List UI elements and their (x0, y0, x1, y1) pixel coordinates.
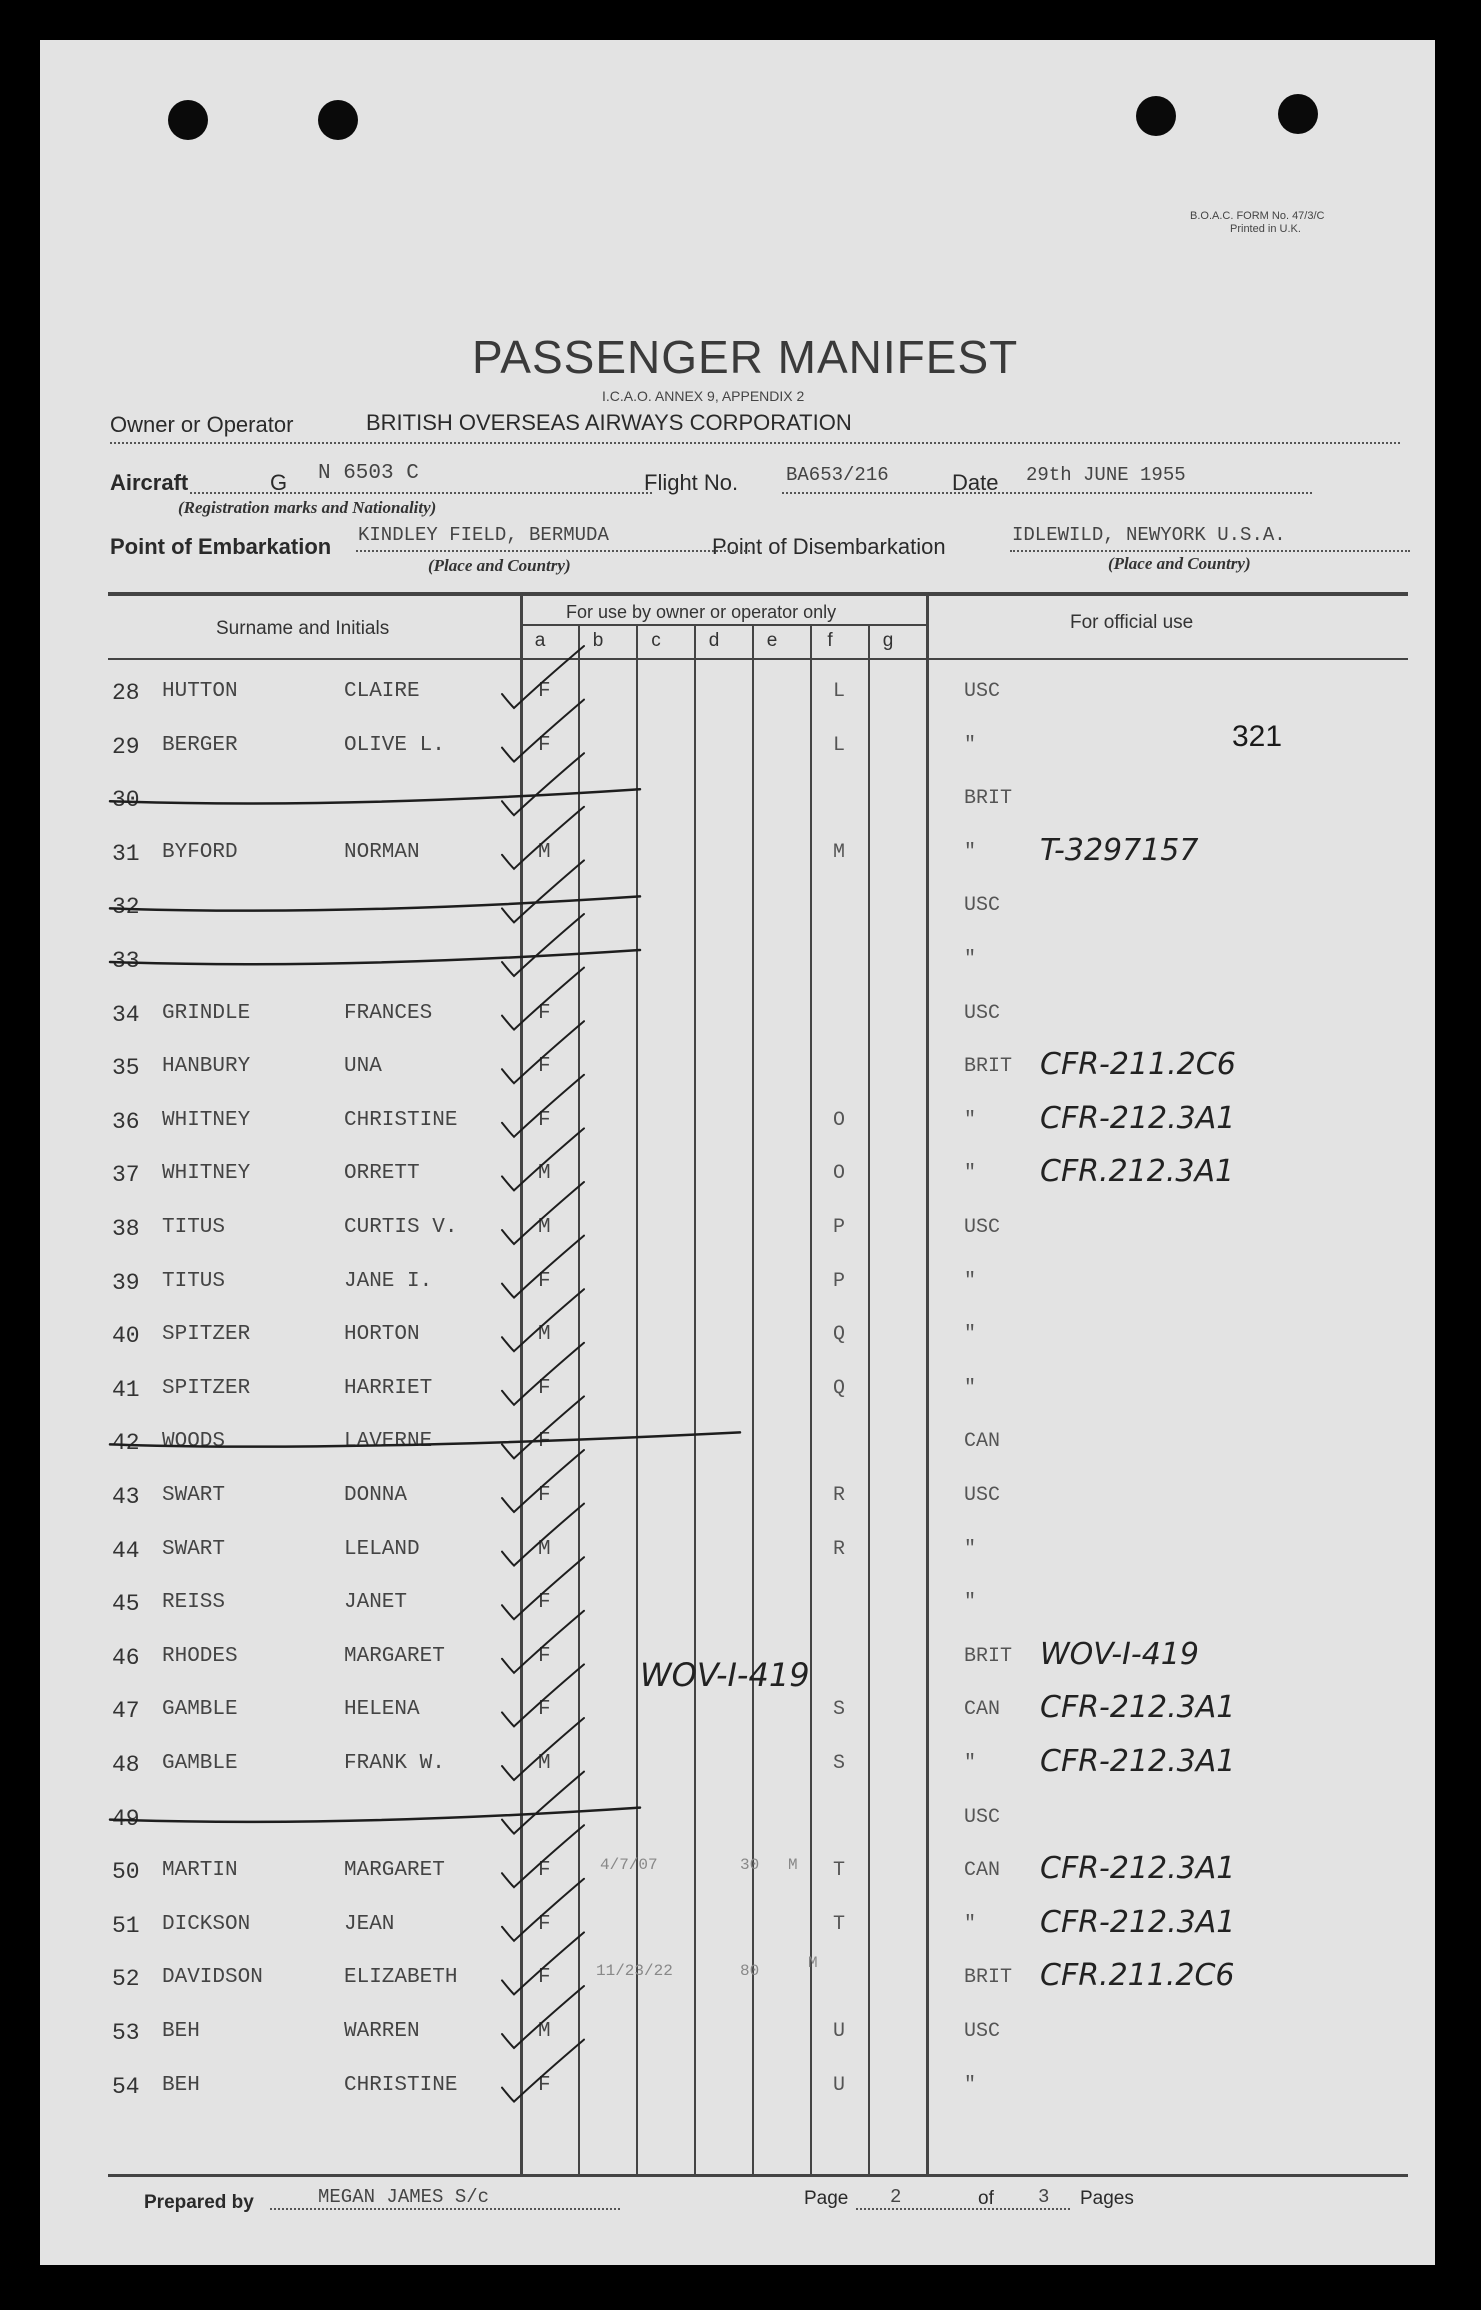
nationality-cell: USC (964, 1484, 1001, 1507)
nationality-cell: USC (964, 1001, 1001, 1025)
col-f-cell: L (833, 680, 846, 703)
page-subtitle: I.C.A.O. ANNEX 9, APPENDIX 2 (602, 388, 805, 404)
page-title: PASSENGER MANIFEST (472, 331, 1019, 383)
official-use-cell: CFR-212.3A1 (1040, 1100, 1236, 1136)
nationality-cell: BRIT (964, 1055, 1013, 1079)
row52-b: 11/23/22 (596, 1962, 673, 1980)
check-mark (502, 646, 584, 708)
col-g-header: g (882, 630, 894, 651)
nationality-cell: " (964, 1752, 977, 1775)
initials-cell: UNA (344, 1055, 382, 1079)
nationality-cell: CAN (964, 1698, 1001, 1722)
nationality-cell: " (964, 1323, 977, 1347)
nationality-cell: CAN (964, 1859, 1001, 1883)
surname-cell: WHITNEY (162, 1162, 251, 1186)
sex-cell: F (538, 1966, 551, 1990)
initials-cell: CHRISTINE (344, 1108, 458, 1132)
page-label: Page (804, 2188, 849, 2209)
flight-label: Flight No. (644, 470, 739, 495)
embarkation-value: KINDLEY FIELD, BERMUDA (358, 524, 609, 546)
surname-cell: SPITZER (162, 1376, 251, 1400)
surname-cell: BERGER (162, 733, 238, 757)
surname-cell: HANBURY (162, 1055, 251, 1079)
sex-cell: F (538, 1055, 551, 1079)
row-number: 36 (112, 1108, 140, 1135)
initials-cell: DONNA (344, 1484, 408, 1507)
manifest-sheet (40, 40, 1435, 2265)
embarkation-note: (Place and Country) (428, 556, 571, 575)
sex-cell: M (538, 1752, 551, 1775)
row-number: 30 (112, 787, 140, 814)
row-number: 46 (112, 1644, 140, 1671)
col-f-cell: Q (833, 1376, 846, 1400)
sex-cell: F (538, 1269, 551, 1293)
col-e-header: e (766, 630, 778, 651)
nationality-cell: CAN (964, 1430, 1001, 1454)
sex-cell: F (538, 1001, 551, 1025)
surname-cell: SPITZER (162, 1323, 251, 1347)
col-f-cell: O (833, 1108, 846, 1132)
initials-cell: CLAIRE (344, 680, 420, 703)
owner-use-header: For use by owner or operator only (566, 602, 837, 622)
date-value: 29th JUNE 1955 (1026, 464, 1186, 486)
strike-through-line (110, 789, 640, 803)
initials-cell: NORMAN (344, 840, 420, 864)
sex-cell: F (538, 1376, 551, 1400)
initials-cell: OLIVE L. (344, 733, 445, 757)
row50-b: 4/7/07 (600, 1856, 658, 1874)
official-header: For official use (1070, 612, 1194, 633)
surname-cell: BEH (162, 2073, 200, 2097)
nationality-cell: BRIT (964, 787, 1013, 811)
nationality-cell: " (964, 948, 977, 971)
col-f-cell: S (833, 1698, 846, 1722)
official-use-cell: CFR-211.2C6 (1040, 1047, 1236, 1083)
col-f-cell: T (833, 1859, 846, 1883)
nationality-cell: " (964, 1108, 977, 1132)
nationality-cell: BRIT (964, 1644, 1013, 1668)
row-number: 32 (112, 894, 140, 921)
initials-cell: MARGARET (344, 1644, 445, 1668)
nationality-cell: " (964, 1269, 977, 1293)
initials-cell: LAVERNE (344, 1430, 433, 1454)
nationality-cell: " (964, 2073, 977, 2097)
initials-cell: ORRETT (344, 1162, 420, 1186)
nationality-cell: USC (964, 1805, 1001, 1829)
printed-in: Printed in U.K. (1230, 223, 1301, 235)
official-use-cell: CFR.211.2C6 (1040, 1958, 1235, 1994)
sex-cell: M (538, 2020, 551, 2043)
row-number: 41 (112, 1376, 140, 1403)
row-number: 37 (112, 1162, 140, 1189)
flight-value: BA653/216 (786, 464, 889, 486)
row-number: 48 (112, 1752, 140, 1778)
row-number: 52 (112, 1966, 140, 1993)
initials-cell: FRANCES (344, 1001, 433, 1025)
nationality-cell: " (964, 733, 977, 757)
surname-cell: TITUS (162, 1216, 226, 1239)
sex-cell: F (538, 1644, 551, 1668)
row-number: 38 (112, 1216, 140, 1242)
row-number: 39 (112, 1269, 140, 1296)
nationality-cell: USC (964, 1216, 1001, 1239)
owner-label: Owner or Operator (110, 412, 294, 437)
strike-through-line (110, 950, 640, 964)
row-number: 29 (112, 733, 140, 760)
initials-cell: CHRISTINE (344, 2073, 458, 2097)
surname-cell: SWART (162, 1484, 226, 1507)
surname-cell: HUTTON (162, 680, 238, 703)
sex-cell: F (538, 1430, 551, 1454)
official-use-cell: T-3297157 (1040, 832, 1199, 868)
col-f-cell: Q (833, 1323, 846, 1347)
sex-cell: F (538, 1698, 551, 1722)
row-number: 51 (112, 1912, 140, 1939)
official-use-cell: CFR-212.3A1 (1040, 1851, 1236, 1887)
strike-through-line (110, 1808, 640, 1822)
row-number: 40 (112, 1323, 140, 1350)
row-number: 45 (112, 1591, 140, 1618)
col-f-cell: O (833, 1162, 846, 1186)
surname-cell: GRINDLE (162, 1001, 251, 1025)
official-use-cell: CFR-212.3A1 (1040, 1744, 1236, 1779)
initials-cell: FRANK W. (344, 1752, 445, 1775)
sex-cell: F (538, 1591, 551, 1615)
owner-value: BRITISH OVERSEAS AIRWAYS CORPORATION (366, 410, 852, 435)
aircraft-value: N 6503 C (318, 462, 419, 485)
embarkation-label: Point of Embarkation (110, 534, 332, 559)
nationality-cell: USC (964, 680, 1001, 703)
official-use-cell: WOV-I-419 (1040, 1636, 1199, 1672)
col-f-cell: P (833, 1216, 846, 1239)
row-number: 43 (112, 1484, 140, 1510)
sex-cell: F (538, 680, 551, 703)
initials-cell: HARRIET (344, 1376, 433, 1400)
surname-cell: MARTIN (162, 1859, 238, 1883)
col-b-header: b (592, 630, 604, 651)
surname-cell: GAMBLE (162, 1752, 238, 1775)
sex-cell: F (538, 1859, 551, 1883)
row-number: 34 (112, 1001, 140, 1028)
initials-cell: HORTON (344, 1323, 420, 1347)
col-f-cell: U (833, 2020, 846, 2043)
nationality-cell: " (964, 840, 977, 864)
page-stamp: 321 (1232, 720, 1283, 753)
official-use-cell: CFR-212.3A1 (1040, 1904, 1236, 1940)
sex-cell: F (538, 1912, 551, 1936)
sex-cell: F (538, 1108, 551, 1132)
row-number: 35 (112, 1055, 140, 1082)
row-number: 44 (112, 1537, 140, 1564)
col-f-cell: L (833, 733, 846, 757)
initials-cell: CURTIS V. (344, 1216, 458, 1239)
surname-cell: BYFORD (162, 840, 238, 864)
nationality-cell: BRIT (964, 1966, 1013, 1990)
nationality-cell: " (964, 1376, 977, 1400)
sex-cell: M (538, 1537, 551, 1561)
row-number: 50 (112, 1859, 140, 1886)
row-number: 28 (112, 680, 140, 706)
col-f-cell: U (833, 2073, 846, 2097)
official-use-cell: CFR.212.3A1 (1040, 1154, 1235, 1190)
surname-cell: WHITNEY (162, 1108, 251, 1132)
row52-d: 80 (740, 1962, 760, 1980)
row-number: 33 (112, 948, 140, 974)
sex-cell: F (538, 2073, 551, 2097)
date-label: Date (952, 470, 999, 495)
surname-cell: RHODES (162, 1644, 238, 1668)
surname-cell: DAVIDSON (162, 1966, 263, 1990)
row46-inline-handwriting: WOV-I-419 (640, 1656, 810, 1694)
surname-cell: WOODS (162, 1430, 226, 1454)
col-c-header: c (651, 630, 661, 651)
prepared-by-label: Prepared by (144, 2192, 254, 2213)
of-value: 3 (1038, 2186, 1050, 2208)
disembarkation-value: IDLEWILD, NEWYORK U.S.A. (1012, 524, 1286, 546)
row-number: 53 (112, 2020, 140, 2046)
initials-cell: LELAND (344, 1537, 420, 1561)
initials-cell: JANE I. (344, 1269, 433, 1293)
disembarkation-label: Point of Disembarkation (712, 534, 946, 559)
nationality-cell: " (964, 1912, 977, 1936)
sex-cell: M (538, 1323, 551, 1347)
row-number: 54 (112, 2073, 140, 2100)
col-f-cell: R (833, 1537, 846, 1561)
col-a-header: a (534, 630, 546, 651)
surname-header: Surname and Initials (216, 618, 390, 639)
nationality-cell: " (964, 1537, 977, 1561)
col-f-cell: S (833, 1752, 846, 1775)
strike-through-line (110, 896, 640, 910)
row-number: 47 (112, 1698, 140, 1725)
sex-cell: M (538, 1216, 551, 1239)
disembarkation-note: (Place and Country) (1108, 554, 1251, 573)
row50-d: 30 (740, 1856, 760, 1874)
initials-cell: WARREN (344, 2020, 420, 2043)
sex-cell: M (538, 1162, 551, 1186)
of-label: of (978, 2188, 994, 2209)
sex-cell: F (538, 1484, 551, 1507)
initials-cell: MARGARET (344, 1859, 445, 1883)
row-number: 31 (112, 840, 140, 867)
nationality-cell: " (964, 1162, 977, 1186)
sex-cell: M (538, 840, 551, 864)
initials-cell: HELENA (344, 1698, 420, 1722)
surname-cell: BEH (162, 2020, 200, 2043)
nationality-cell: " (964, 1591, 977, 1615)
col-f-cell: T (833, 1912, 846, 1936)
row-number: 42 (112, 1430, 140, 1457)
aircraft-prefix: G (270, 470, 288, 495)
form-number: B.O.A.C. FORM No. 47/3/C (1190, 210, 1325, 222)
aircraft-note: (Registration marks and Nationality) (178, 498, 437, 517)
surname-cell: DICKSON (162, 1912, 251, 1936)
nationality-cell: USC (964, 894, 1001, 918)
nationality-cell: USC (964, 2020, 1001, 2043)
pen-marks (40, 40, 1435, 2265)
sex-cell: F (538, 733, 551, 757)
col-f-cell: M (833, 840, 846, 864)
row-number: 49 (112, 1805, 140, 1832)
col-f-cell: R (833, 1484, 846, 1507)
surname-cell: TITUS (162, 1269, 226, 1293)
initials-cell: ELIZABETH (344, 1966, 458, 1990)
official-use-cell: CFR-212.3A1 (1040, 1690, 1236, 1726)
col-f-header: f (827, 630, 833, 651)
surname-cell: SWART (162, 1537, 226, 1561)
aircraft-label: Aircraft (110, 470, 189, 495)
prepared-by-value: MEGAN JAMES S/c (318, 2186, 490, 2208)
row50-e: M (788, 1856, 798, 1874)
strike-through-line (110, 1432, 740, 1446)
pages-label: Pages (1080, 2188, 1134, 2209)
initials-cell: JEAN (344, 1912, 395, 1936)
initials-cell: JANET (344, 1591, 408, 1615)
col-f-cell: P (833, 1269, 846, 1293)
surname-cell: REISS (162, 1591, 226, 1615)
col-d-header: d (708, 630, 720, 651)
row52-e: M (808, 1954, 818, 1972)
surname-cell: GAMBLE (162, 1698, 238, 1722)
page-value: 2 (890, 2186, 902, 2208)
